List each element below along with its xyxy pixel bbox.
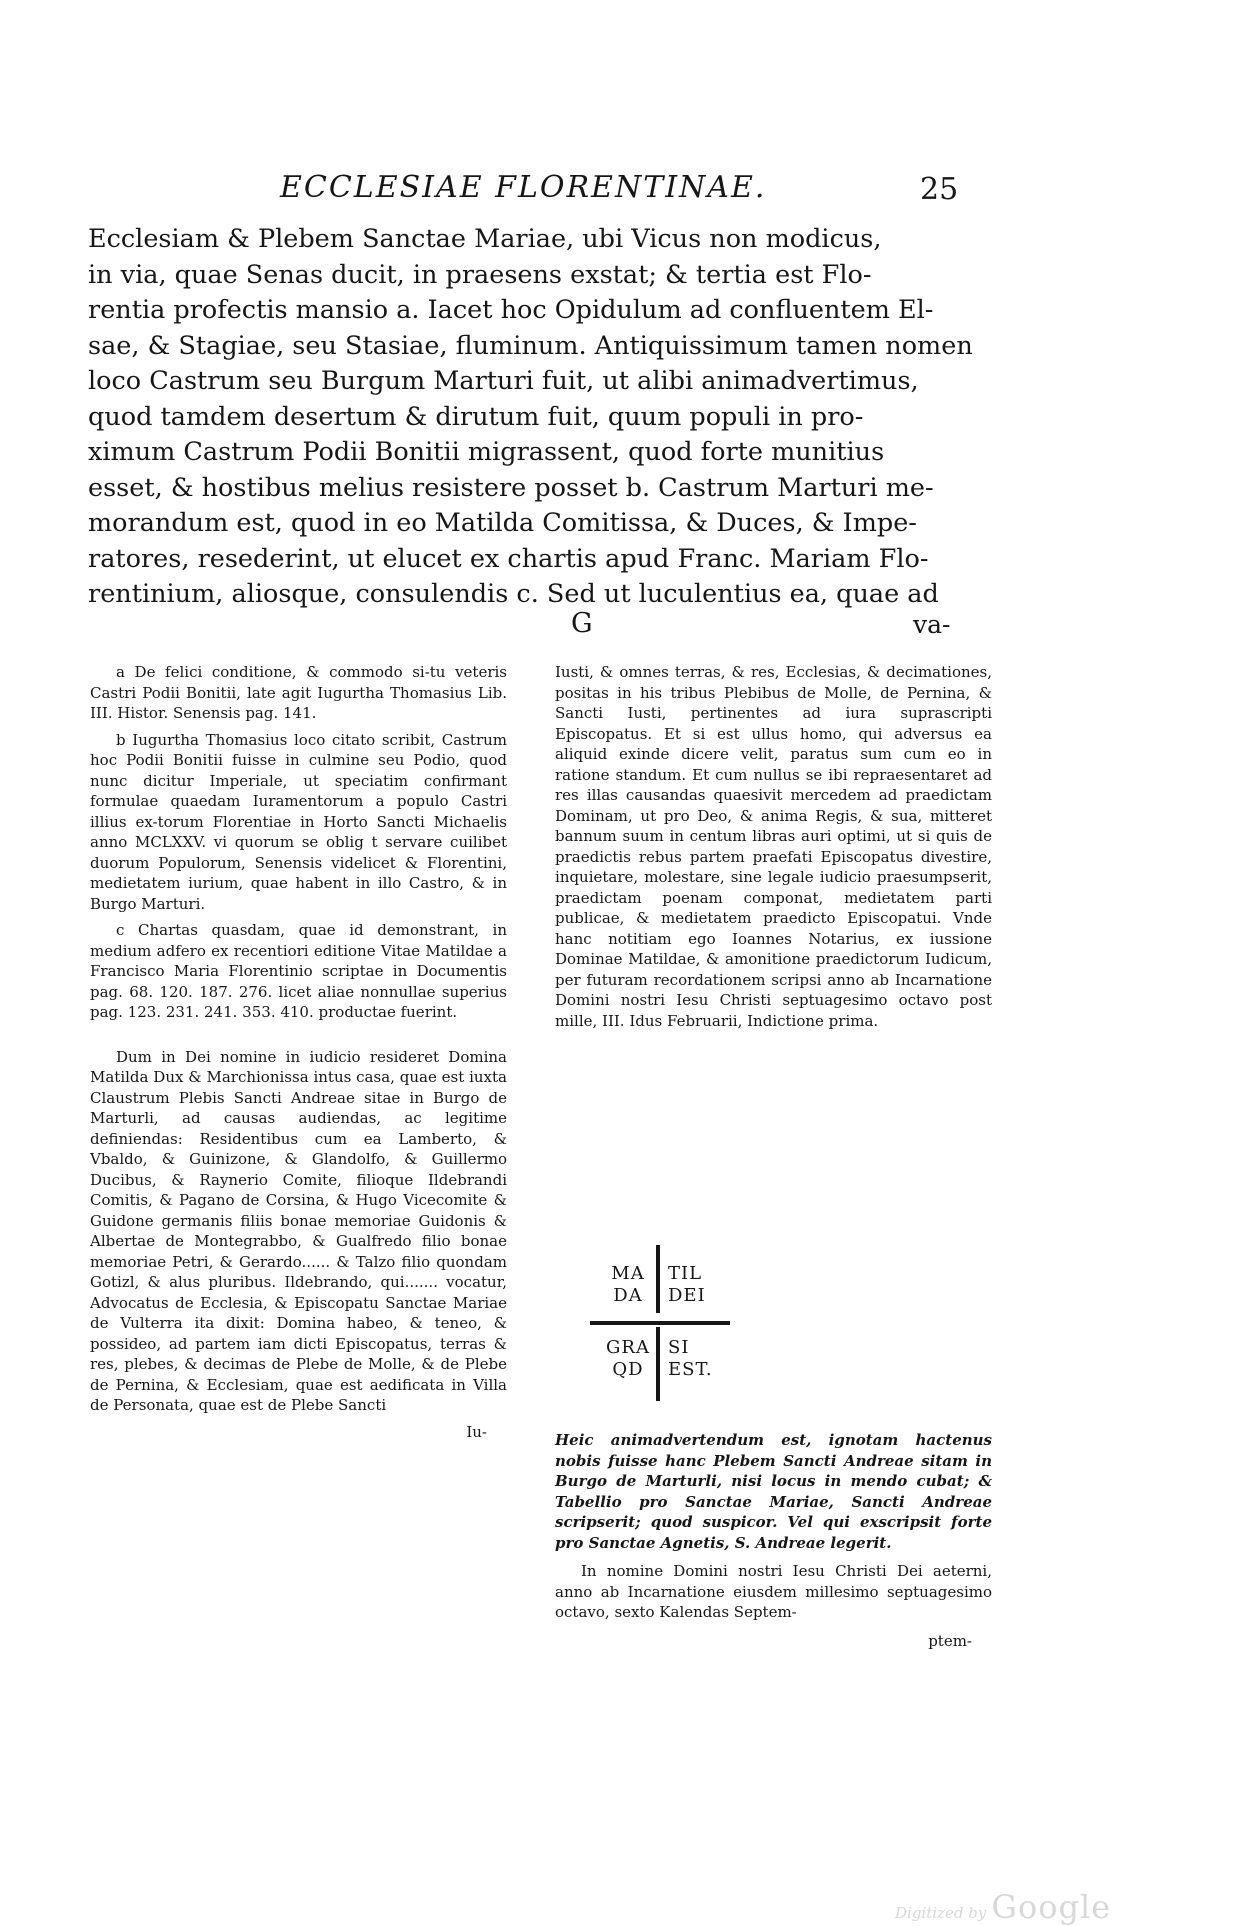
main-text-line: rentia profectis mansio a. Iacet hoc Opidulum ad confluentem El-	[88, 295, 934, 325]
main-text-line: ximum Castrum Podii Bonitii migrassent, quod forte munitius	[88, 437, 885, 467]
signature-line	[88, 608, 998, 644]
footnote-b: b Iugurtha Thomasius loco citato scribit, Castrum hoc Podii Bonitii fuisse in culmine seu Podio, quod nunc dicitur Imperiale, ut speciatim confirmant formulae quaedam Iuramentorum a populo Castri illius ex-torum Florentiae in Horto Sancti Michaelis anno MCLXXV. vi quorum se oblig t servare cuilibet duorum Populorum, Senensis videlicet & Florentini, medietatem iurium, quae habent in illo Castro, & in Burgo Marturi.	[90, 730, 507, 913]
main-text-line: morandum est, quod in eo Matilda Comitissa, & Duces, & Impe-	[88, 508, 917, 538]
main-text-line: loco Castrum seu Burgum Marturi fuit, ut alibi animadvertimus,	[88, 366, 919, 396]
spacer	[90, 1029, 507, 1047]
google-watermark	[895, 1888, 1111, 1926]
main-text-line: Ecclesiam & Plebem Sanctae Mariae, ubi Vicus non modicus,	[88, 224, 882, 254]
main-text-line: ratores, resederint, ut elucet ex chartis apud Franc. Mariam Flo-	[88, 543, 929, 574]
catchword: Iu-	[466, 1422, 487, 1441]
catchword: ptem-	[928, 1631, 972, 1650]
next-document-text: In nomine Domini nostri Iesu Christi Dei aeterni, anno ab Incarnatione eiusdem millesimo septuagesimo octavo, sexto Kalendas Septem-	[555, 1562, 992, 1621]
main-text-line: rentinium, aliosque, consulendis c. Sed ut luculentius ea, quae ad	[88, 579, 939, 609]
document-text-continued: Iusti, & omnes terras, & res, Ecclesias, & decimationes, positas in his tribus Plebibus de Molle, de Pernina, & Sancti Iusti, pertinentes ad iura suprascripti Episcopatus. Et si est ullus homo, qui adversus ea aliquid exinde dicere velit, paratus sum cum eo in ratione standum. Et cum nullus se ibi repraesentaret ad res illas causandas quaesivit mercedem ad praedictam Dominam, ut pro Deo, & anima Regis, & sua, mitteret bannum suum in centum libras auri optimi, ut si quis de praedictis rebus partem praefati Episcopatus divestire, inquietare, molestare, sine legale iudicio praesumpserit, praedictam poenam componat, medietatem parti publicae, & medietatem praedicto Episcopatui. Vnde hanc notitiam ego Ioannes Notarius, ex iussione Dominae Matildae, & amonitione praedictorum Iudicum, per futuram recordationem scripsi anno ab Incarnatione Domini nostri Iesu Christi septuagesimo octavo post mille, III. Idus Februarii, Indictione prima.	[555, 663, 992, 1030]
editorial-note: Heic animadvertendum est, ignotam hactenus nobis fuisse hanc Plebem Sancti Andreae sitam in Burgo de Marturli, nisi locus in mendo cubat; & Tabellio pro Sanctae Mariae, Sancti Andreae scripserit; quod suspicor. Vel qui exscripsit forte pro Sanctae Agnetis, S. Andreae legerit.	[555, 1431, 992, 1552]
main-text-line: in via, quae Senas ducit, in praesens exstat; & tertia est Flo-	[88, 259, 872, 290]
footnote-c: c Chartas quasdam, quae id demonstrant, in medium adfero ex recentiori editione Vitae Matildae a Francisco Maria Florentinio scriptae in Documentis pag. 68. 120. 187. 276. licet aliae nonnullae superius pag. 123. 231. 241. 353. 410. productae fuerint.	[90, 921, 507, 1021]
right-column	[555, 662, 992, 1031]
document-text: Dum in Dei nomine in iudicio resideret Domina Matilda Dux & Marchionissa intus casa, quae est iuxta Claustrum Plebis Sancti Andreae sitae in Burgo de Marturli, ad causas audiendas, ac legitime definiendas: Residentibus cum ea Lamberto, & Vbaldo, & Guinizone, & Glandolfo, & Guillermo Ducibus, & Raynerio Comite, filioque Ildebrandi Comitis, & Pagano de Corsina, & Hugo Vicecomite & Guidone germanis filiis bonae memoriae Guidonis & Albertae de Montegrabbo, & Gualfredo filio bonae memoriae Petri, & Gerardo...... & Talzo filio quondam Gotizl, & alus pluribus. Ildebrando, qui....... vocatur, Advocatus de Ecclesia, & Episcopatu Sanctae Mariae de Vulterra ita dixit: Domina habeo, & teneo, & possideo, ad partem iam dicti Episcopatus, terras & res, plebes, & decimas de Plebe de Molle, & de Plebe de Pernina, & Ecclesiam, quae est aedificata in Villa de Personata, quae est de Plebe Sancti	[90, 1047, 507, 1414]
running-head	[90, 170, 990, 210]
main-text-block	[88, 222, 998, 613]
monogram-bottom-left: GRA QD	[606, 1337, 650, 1380]
monogram-bar	[656, 1327, 660, 1401]
monogram-bottom-right: SI EST.	[668, 1337, 713, 1380]
main-text-line: esset, & hostibus melius resistere posset b. Castrum Marturi me-	[88, 472, 934, 503]
monogram-bar	[590, 1321, 730, 1325]
monogram-bar	[656, 1245, 660, 1313]
watermark-by: Digitized by	[895, 1904, 987, 1922]
monogram-signum	[590, 1245, 740, 1405]
signature-mark: G	[571, 608, 593, 639]
monogram-top-right: TIL DEI	[668, 1263, 706, 1306]
left-column	[90, 662, 507, 1442]
monogram-top-left: MA DA	[611, 1263, 645, 1306]
main-text-line: sae, & Stagiae, seu Stasiae, fluminum. Antiquissimum tamen nomen	[88, 330, 973, 361]
catchword: va-	[913, 610, 951, 639]
page-number: 25	[920, 172, 959, 207]
running-title: ECCLESIAE FLORENTINAE.	[280, 170, 767, 205]
main-text-line: quod tamdem desertum & dirutum fuit, quum populi in pro-	[88, 401, 864, 432]
footnote-a: a De felici conditione, & commodo si-tu veteris Castri Podii Bonitii, late agit Iugurtha Thomasius Lib. III. Histor. Senensis pag. 141.	[90, 663, 507, 722]
google-logo: Google	[991, 1888, 1112, 1926]
right-column-notes	[555, 1430, 992, 1651]
